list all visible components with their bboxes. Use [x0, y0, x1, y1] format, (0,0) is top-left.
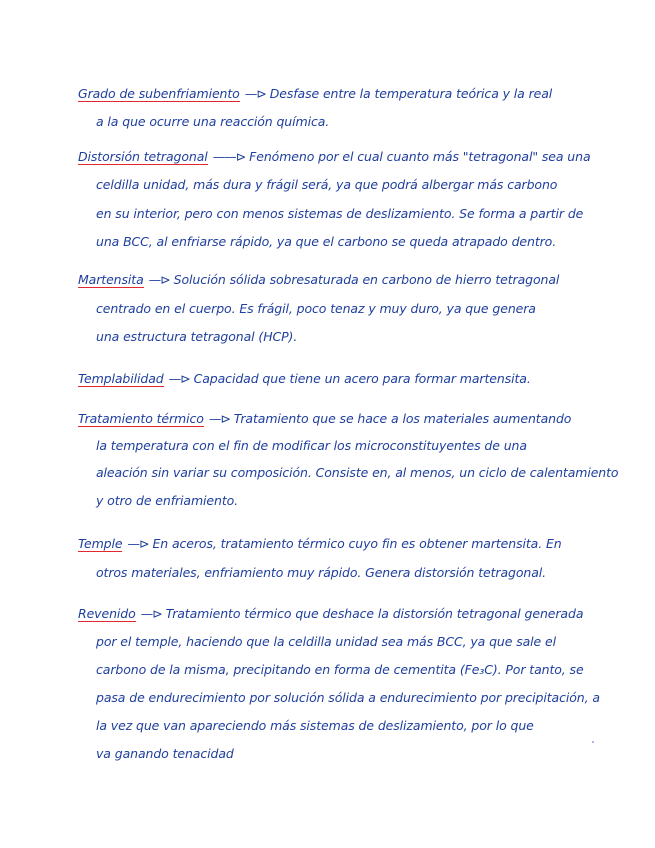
term-label: Distorsión tetragonal	[78, 149, 208, 164]
definition-first-line	[78, 371, 531, 387]
definition-continuation-line: una BCC, al enfriarse rápido, ya que el carbono se queda atrapado dentro.	[96, 234, 557, 249]
definition-continuation-line: por el temple, haciendo que la celdilla unidad sea más BCC, ya que sale el	[96, 634, 556, 649]
term-label: Grado de subenfriamiento	[78, 86, 240, 101]
definition-first-line	[78, 411, 571, 427]
definition-continuation-line: aleación sin variar su composición. Consiste en, al menos, un ciclo de calentamiento	[96, 465, 619, 480]
term-label: Revenido	[78, 606, 136, 621]
term-label: Temple	[78, 536, 123, 551]
definition-continuation-line: a la que ocurre una reacción química.	[96, 114, 330, 129]
definition-text: Solución sólida sobresaturada en carbono de hierro tetragonal	[173, 272, 560, 287]
stray-ink-dot	[592, 741, 594, 743]
definition-continuation-line: una estructura tetragonal (HCP).	[96, 329, 298, 344]
definition-text: Tratamiento que se hace a los materiales aumentando	[233, 411, 572, 426]
term-label: Templabilidad	[78, 371, 164, 386]
definition-continuation-line: otros materiales, enfriamiento muy rápido. Genera distorsión tetragonal.	[96, 565, 547, 580]
definition-first-line	[78, 86, 552, 102]
definition-continuation-line: va ganando tenacidad	[96, 746, 234, 761]
definition-continuation-line: celdilla unidad, más dura y frágil será, ya que podrá albergar más carbono	[96, 177, 558, 192]
definition-text: Capacidad que tiene un acero para formar martensita.	[193, 371, 531, 386]
arrow-icon: —⊳	[208, 411, 230, 426]
definition-continuation-line: centrado en el cuerpo. Es frágil, poco tenaz y muy duro, ya que genera	[96, 301, 536, 316]
definition-continuation-line: carbono de la misma, precipitando en forma de cementita (Fe₃C). Por tanto, se	[96, 662, 584, 677]
definition-first-line	[78, 606, 583, 622]
arrow-icon: —⊳	[244, 86, 266, 101]
definition-first-line	[78, 272, 559, 288]
arrow-icon: —⊳	[168, 371, 190, 386]
definition-continuation-line: la vez que van apareciendo más sistemas de deslizamiento, por lo que	[96, 718, 534, 733]
term-label: Tratamiento térmico	[78, 411, 204, 426]
definition-continuation-line: la temperatura con el fin de modificar los microconstituyentes de una	[96, 438, 527, 453]
definition-first-line	[78, 536, 562, 552]
arrow-icon: ——⊳	[212, 149, 246, 164]
arrow-icon: —⊳	[148, 272, 170, 287]
definition-continuation-line: y otro de enfriamiento.	[96, 493, 239, 508]
definition-text: Desfase entre la temperatura teórica y la real	[269, 86, 553, 101]
definition-text: Fenómeno por el cual cuanto más "tetragonal" sea una	[249, 149, 591, 164]
definition-text: En aceros, tratamiento térmico cuyo fin es obtener martensita. En	[152, 536, 562, 551]
definition-continuation-line: en su interior, pero con menos sistemas de deslizamiento. Se forma a partir de	[96, 206, 584, 221]
definition-first-line	[78, 149, 591, 165]
term-label: Martensita	[78, 272, 144, 287]
definition-continuation-line: pasa de endurecimiento por solución sólida a endurecimiento por precipitación, a	[96, 690, 600, 705]
arrow-icon: —⊳	[140, 606, 162, 621]
arrow-icon: —⊳	[127, 536, 149, 551]
definition-text: Tratamiento térmico que deshace la distorsión tetragonal generada	[165, 606, 584, 621]
